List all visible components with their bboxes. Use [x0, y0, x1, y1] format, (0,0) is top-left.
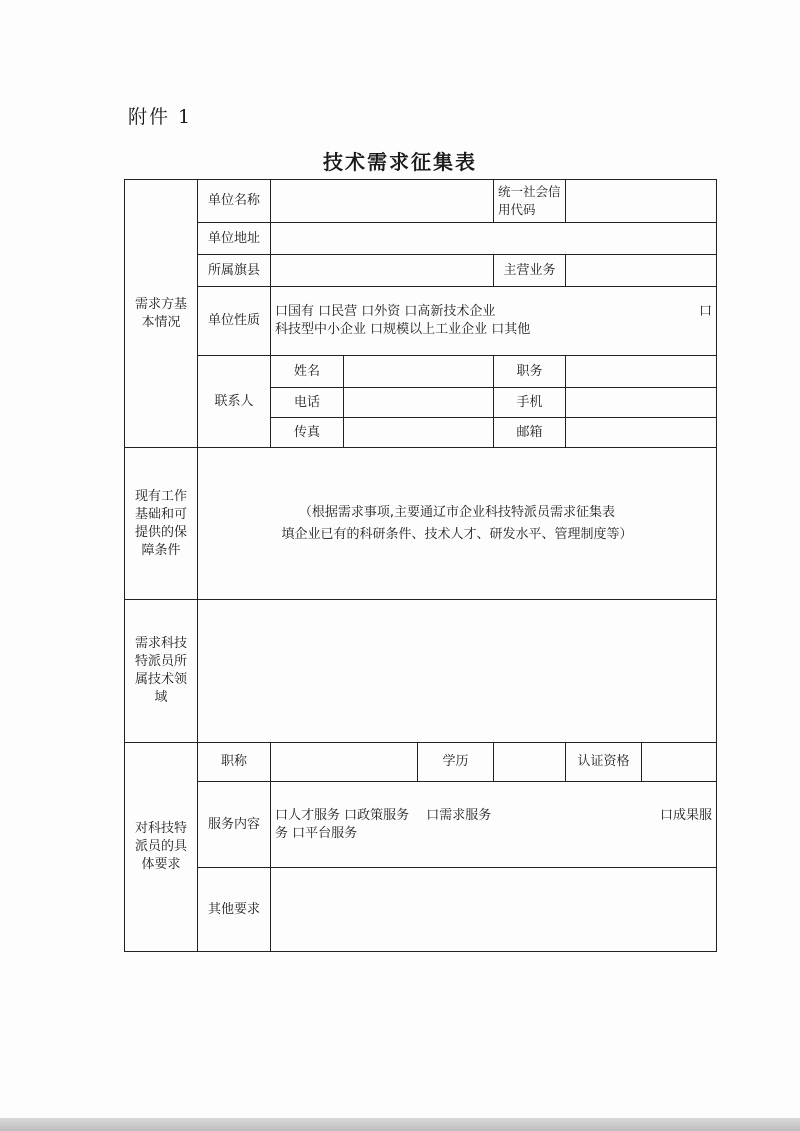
- section-work-basis-label: 现有工作基础和可提供的保障条件: [125, 448, 198, 600]
- unit-address-field[interactable]: [271, 223, 717, 255]
- name-field[interactable]: [344, 356, 494, 388]
- position-field[interactable]: [566, 356, 717, 388]
- unit-name-label: 单位名称: [198, 180, 271, 223]
- service-content-options[interactable]: [271, 782, 717, 868]
- work-basis-note-line1: （根据需求事项,主要通辽市企业科技特派员需求征集表: [298, 504, 616, 520]
- page-bottom-edge: [0, 1118, 800, 1131]
- phone-label: 电话: [271, 388, 344, 418]
- mobile-label: 手机: [494, 388, 566, 418]
- form-title: 技术需求征集表: [323, 150, 477, 174]
- unit-address-label: 单位地址: [198, 223, 271, 255]
- nature-options-line1: 口国有 口民营 口外资 口高新技术企业: [275, 304, 496, 319]
- service-options-line1: 口人才服务 口政策服务 口需求服务: [275, 807, 492, 823]
- work-basis-field[interactable]: [198, 448, 717, 600]
- position-label: 职务: [494, 356, 566, 388]
- main-business-field[interactable]: [566, 255, 717, 287]
- section-tech-field-label: 需求科技特派员所属技术领域: [125, 600, 198, 743]
- service-content-label: 服务内容: [198, 782, 271, 868]
- nature-options-line1-end: 口: [698, 304, 712, 319]
- section-basic-info-label: 需求方基本情况: [125, 180, 198, 448]
- credit-code-field[interactable]: [566, 180, 717, 223]
- title-field[interactable]: [271, 743, 418, 782]
- education-label: 学历: [418, 743, 494, 782]
- fax-label: 传真: [271, 418, 344, 448]
- attachment-label: 附件 1: [128, 106, 193, 128]
- county-label: 所属旗县: [198, 255, 271, 287]
- phone-field[interactable]: [344, 388, 494, 418]
- unit-name-field[interactable]: [271, 180, 494, 223]
- name-label: 姓名: [271, 356, 344, 388]
- credit-code-label: 统一社会信用代码: [494, 180, 566, 223]
- fax-field[interactable]: [344, 418, 494, 448]
- work-basis-note-line2: 填企业已有的科研条件、技术人才、研发水平、管理制度等）: [281, 526, 633, 542]
- mobile-field[interactable]: [566, 388, 717, 418]
- unit-nature-label: 单位性质: [198, 287, 271, 356]
- nature-options-line2: 科技型中小企业 口规模以上工业企业 口其他: [275, 322, 531, 337]
- title-label: 职称: [198, 743, 271, 782]
- email-field[interactable]: [566, 418, 717, 448]
- unit-nature-options[interactable]: [271, 287, 717, 356]
- certification-field[interactable]: [642, 743, 717, 782]
- service-options-line2: 务 口平台服务: [275, 825, 358, 841]
- county-field[interactable]: [271, 255, 494, 287]
- section-requirements-label: 对科技特派员的具体要求: [125, 743, 198, 952]
- contact-label: 联系人: [198, 356, 271, 448]
- demand-form-table: [124, 179, 717, 952]
- tech-field-field[interactable]: [198, 600, 717, 743]
- main-business-label: 主营业务: [494, 255, 566, 287]
- other-requirements-label: 其他要求: [198, 868, 271, 952]
- email-label: 邮箱: [494, 418, 566, 448]
- service-options-line1-end: 口成果服: [659, 807, 712, 823]
- certification-label: 认证资格: [566, 743, 642, 782]
- education-field[interactable]: [494, 743, 566, 782]
- other-requirements-field[interactable]: [271, 868, 717, 952]
